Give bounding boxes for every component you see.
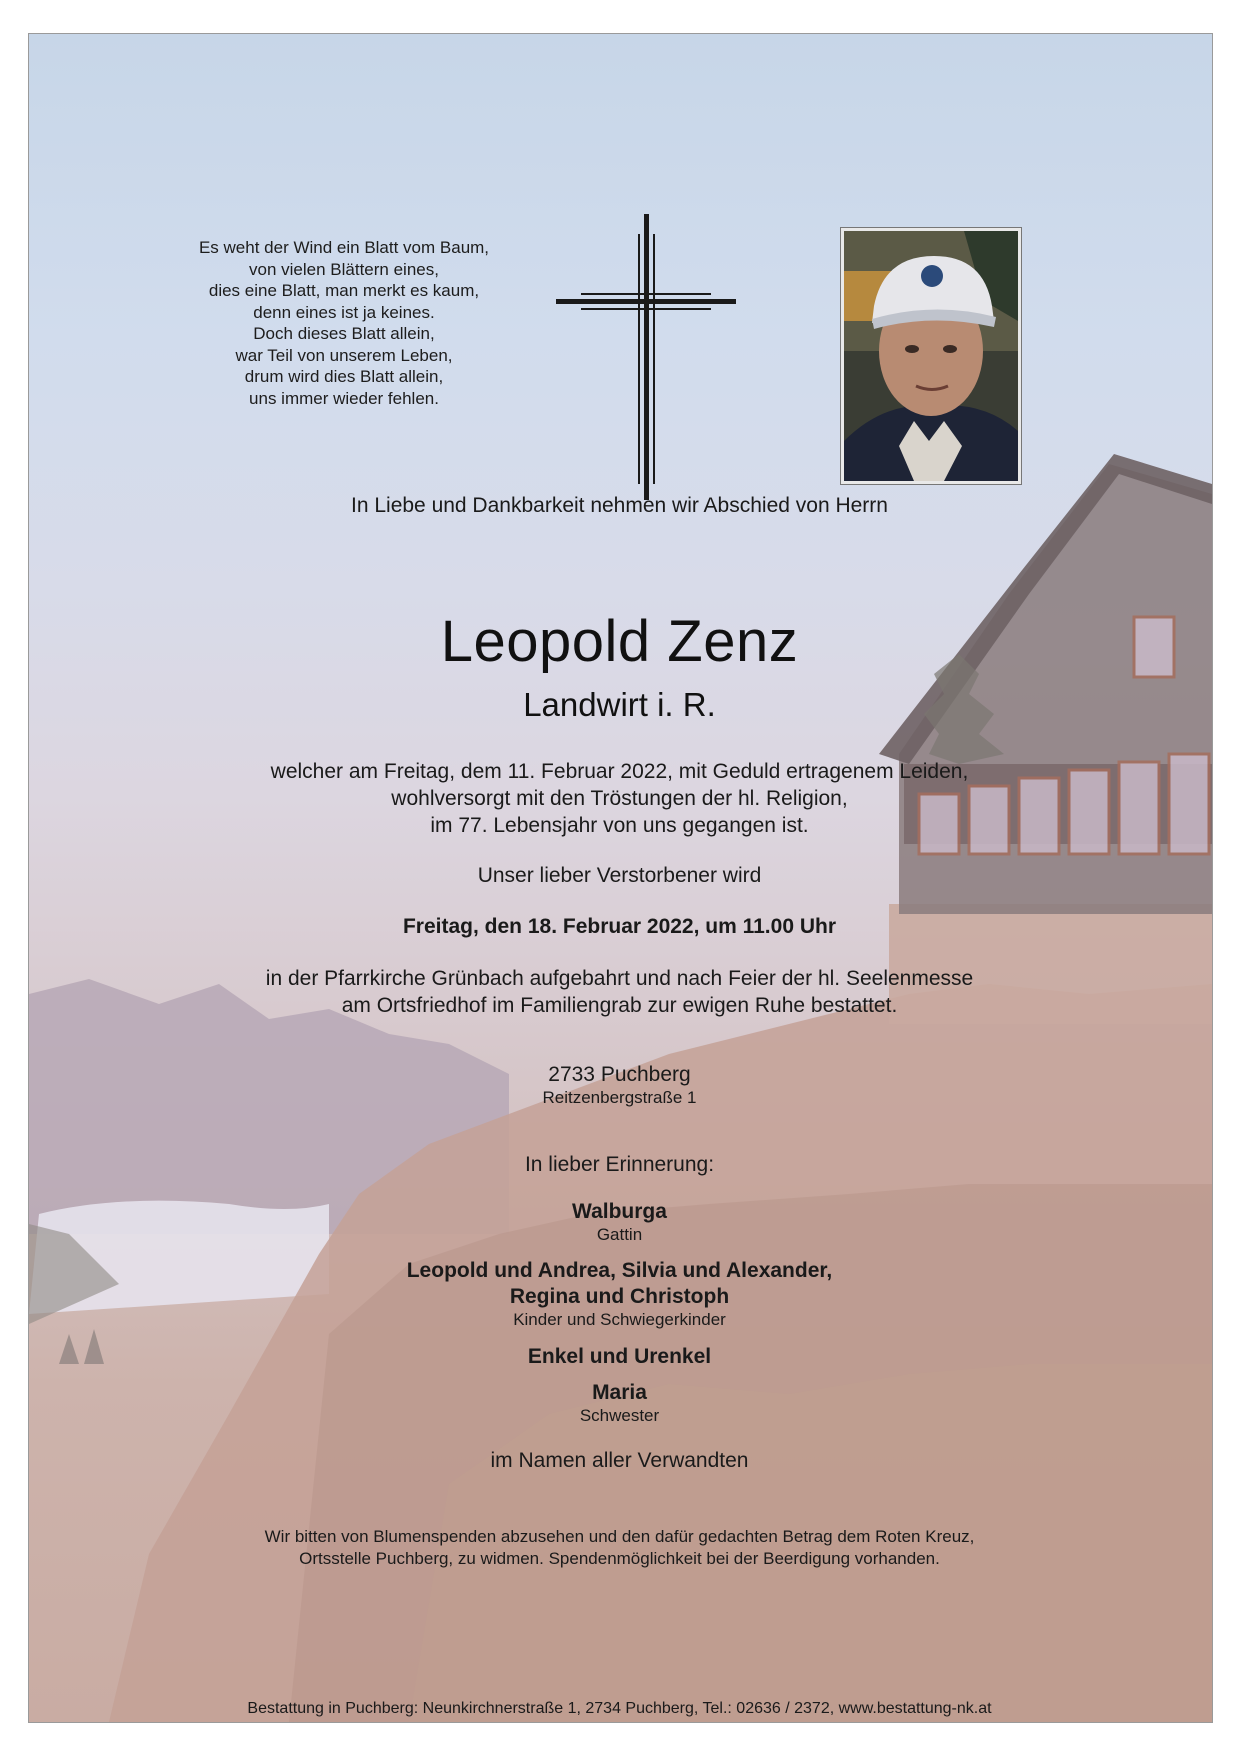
poem-line: uns immer wieder fehlen. [249,388,439,408]
mourner-children-line: Leopold und Andrea, Silvia und Alexander, [406,1259,833,1282]
address-city: 2733 Puchberg [548,1063,691,1086]
relatives-line: im Namen aller Verwandten [490,1449,749,1472]
mourner-sister-role: Schwester [579,1406,660,1425]
mourner-children-line: Regina und Christoph [509,1285,730,1308]
poem-line: dies eine Blatt, man merkt es kaum, [208,281,480,300]
burial-line: am Ortsfriedhof im Familiengrab zur ewigen Ruhe bestattet. [341,994,898,1017]
mourner-wife-name: Walburga [572,1200,667,1223]
poem-line: denn eines ist ja keines. [253,302,435,322]
poem [159,237,529,409]
death-line: im 77. Lebensjahr von uns gegangen ist. [430,814,809,837]
poem-line: Doch dieses Blatt allein, [253,324,435,343]
memory-heading: In lieber Erinnerung: [524,1153,715,1176]
deceased-title: Landwirt i. R. [523,686,716,723]
farewell-intro: In Liebe und Dankbarkeit nehmen wir Abschied von Herrn [351,494,888,517]
death-line: welcher am Freitag, dem 11. Februar 2022, mit Geduld ertragenem Leiden, [270,760,969,783]
burial-line: in der Pfarrkirche Grünbach aufgebahrt und nach Feier der hl. Seelenmesse [265,967,974,990]
burial-details [28,965,1211,1019]
donation-line: Ortsstelle Puchberg, zu widmen. Spendenmöglichkeit bei der Beerdigung vorhanden. [299,1549,940,1568]
poem-line: war Teil von unserem Leben, [235,345,453,365]
mourner-children-role: Kinder und Schwiegerkinder [513,1310,726,1329]
mourner-grandchildren: Enkel und Urenkel [527,1345,712,1368]
portrait-photo [841,228,1021,484]
cross-icon [556,214,746,504]
poem-line: Es weht der Wind ein Blatt vom Baum, [198,238,490,257]
address-street: Reitzenbergstraße 1 [542,1088,697,1107]
mourner-wife-role: Gattin [596,1225,643,1244]
mourner-sister-name: Maria [592,1381,647,1404]
death-line: wohlversorgt mit den Tröstungen der hl. Religion, [391,787,848,810]
donation-line: Wir bitten von Blumenspenden abzusehen und den dafür gedachten Betrag dem Roten Kreuz, [264,1527,975,1546]
poem-line: von vielen Blättern eines, [249,259,439,279]
death-announcement [28,758,1211,839]
portrait-image [844,231,1018,481]
funeral-home-footer: Bestattung in Puchberg: Neunkirchnerstraße 1, 2734 Puchberg, Tel.: 02636 / 2372, www.bestattung-nk.at [247,1700,992,1717]
donation-note [28,1526,1211,1570]
burial-intro: Unser lieber Verstorbener wird [477,864,762,887]
burial-date: Freitag, den 18. Februar 2022, um 11.00 Uhr [402,915,836,938]
deceased-name: Leopold Zenz [440,609,799,674]
poem-line: drum wird dies Blatt allein, [244,367,444,386]
